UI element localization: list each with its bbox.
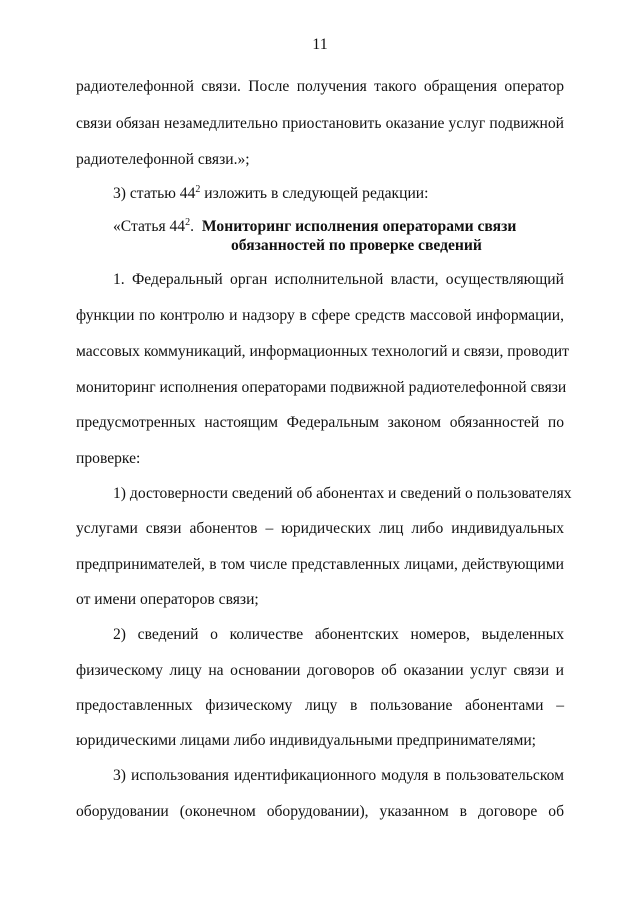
page-number: 11 (312, 36, 328, 53)
text-line: связи обязан незамедлительно приостановить оказание услуг подвижной (76, 115, 564, 132)
text-line: мониторинг исполнения операторами подвижной радиотелефонной связи (76, 379, 567, 396)
text-line: услугами связи абонентов – юридических лиц либо индивидуальных (76, 520, 564, 537)
text-line: 3) использования идентификационного модуля в пользовательском (113, 767, 564, 784)
article-label: «Статья 44 (113, 218, 186, 235)
text-line: юридическими лицами либо индивидуальными предпринимателями; (76, 732, 537, 749)
amendment-item (113, 184, 564, 204)
superscript: 2 (185, 216, 191, 228)
text-line: физическому лицу на основании договоров об оказании услуг связи и (76, 662, 564, 679)
text-line: предоставленных физическому лицу в пользование абонентами – (76, 697, 564, 714)
text-line: 1. Федеральный орган исполнительной власти, осуществляющий (113, 271, 564, 288)
text-line: 2) сведений о количестве абонентских номеров, выделенных (113, 626, 564, 643)
text-line: проверке: (76, 450, 141, 467)
text-line: радиотелефонной связи.»; (76, 151, 250, 168)
text-line: 1) достоверности сведений об абонентах и сведений о пользователях (113, 485, 572, 502)
text-line: предпринимателей, в том числе представленных лицами, действующими (76, 556, 564, 573)
text-line: радиотелефонной связи. После получения такого обращения оператор (76, 78, 564, 95)
text-fragment: 3) статью 44 (113, 185, 196, 202)
text-line: от имени операторов связи; (76, 591, 259, 608)
superscript: 2 (195, 183, 201, 195)
article-heading (113, 217, 516, 237)
article-title-cont: обязанностей по проверке сведений (231, 237, 482, 254)
text-line: функции по контролю и надзору в сфере средств массовой информации, (76, 307, 564, 324)
text-line: массовых коммуникаций, информационных технологий и связи, проводит (76, 343, 569, 360)
text-line: предусмотренных настоящим Федеральным законом обязанностей по (76, 414, 564, 431)
article-title: Мониторинг исполнения операторами связи (201, 218, 517, 235)
text-line: оборудовании (оконечном оборудовании), указанном в договоре об (76, 803, 564, 820)
article-dot: . (190, 218, 195, 235)
text-fragment: изложить в следующей редакции: (200, 185, 429, 202)
